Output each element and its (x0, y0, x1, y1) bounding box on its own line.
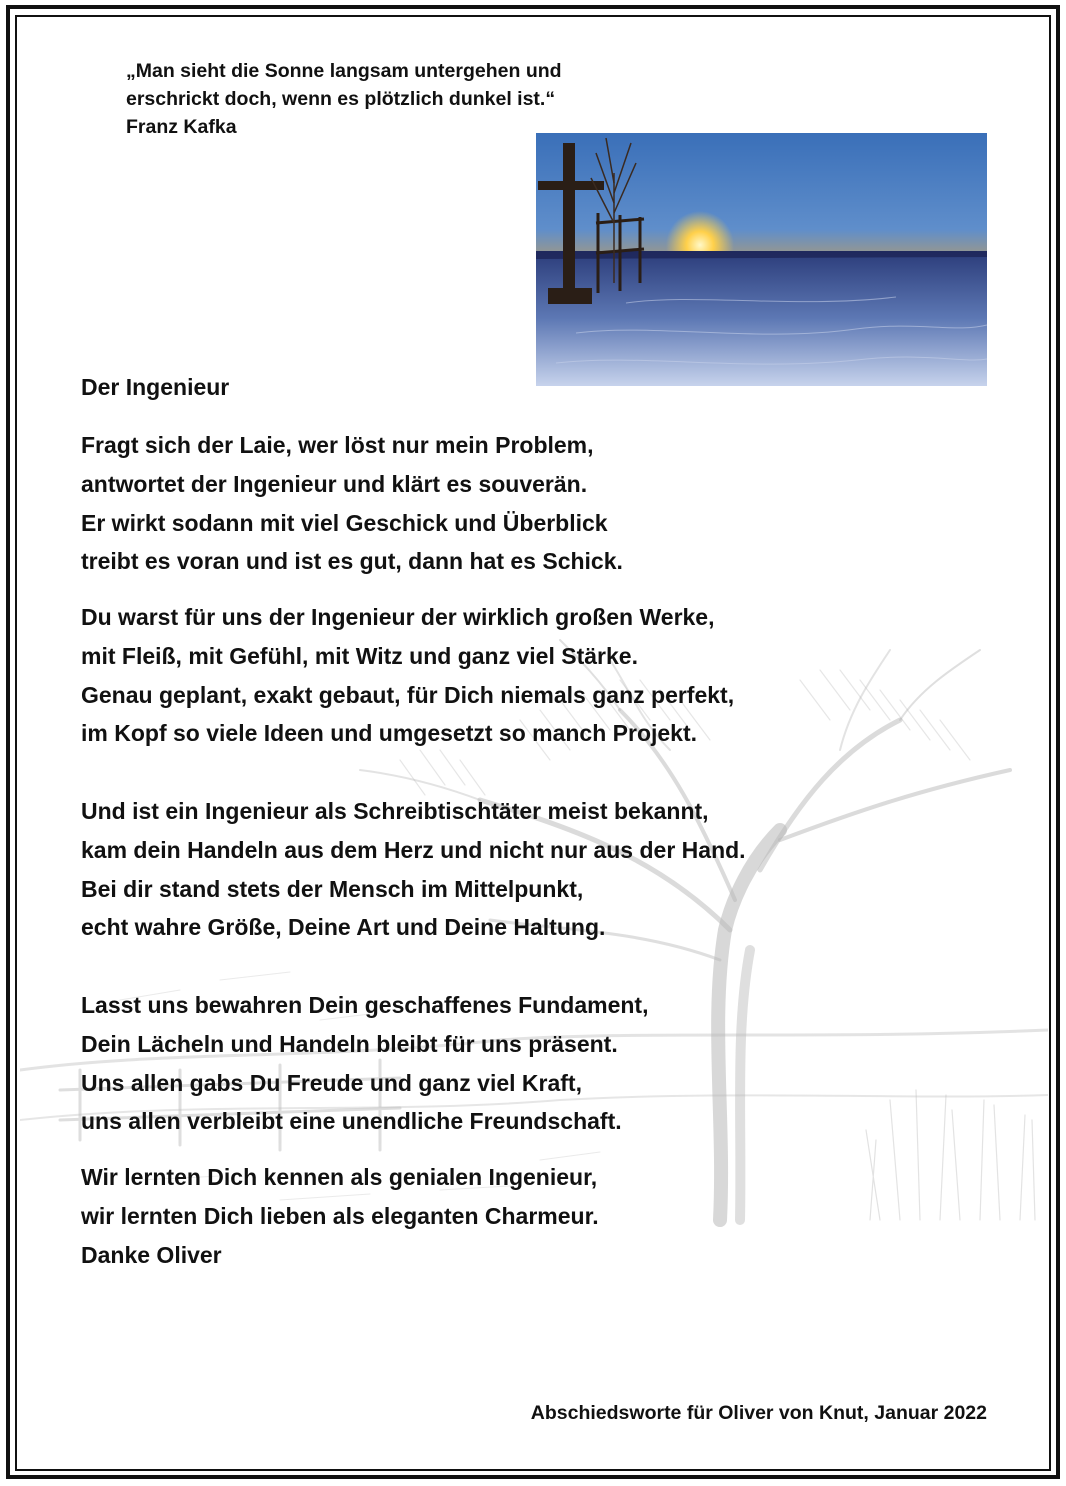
poem-line: Wir lernten Dich kennen als genialen Ingenieur, (81, 1164, 598, 1190)
poem-line: Und ist ein Ingenieur als Schreibtischtäter meist bekannt, (81, 798, 709, 824)
poem-line: kam dein Handeln aus dem Herz und nicht nur aus der Hand. (81, 836, 746, 863)
quote-line: „Man sieht die Sonne langsam untergehen und (126, 60, 562, 82)
stanza-4 (81, 986, 648, 1141)
poem-line: antwortet der Ingenieur und klärt es souverän. (81, 470, 588, 497)
poem-line: Dein Lächeln und Handeln bleibt für uns präsent. (81, 1030, 618, 1057)
poem-line: echt wahre Größe, Deine Art und Deine Haltung. (81, 914, 606, 941)
kafka-quote (126, 57, 562, 141)
poem-line: mit Fleiß, mit Gefühl, mit Witz und ganz viel Stärke. (81, 642, 638, 669)
poem-line: Fragt sich der Laie, wer löst nur mein Problem, (81, 432, 594, 458)
quote-line: erschrickt doch, wenn es plötzlich dunkel ist.“ (126, 88, 556, 110)
poem-line: Er wirkt sodann mit viel Geschick und Überblick (81, 509, 608, 536)
stanza-5 (81, 1158, 599, 1274)
poem-line: uns allen verbleibt eine unendliche Freundschaft. (81, 1108, 622, 1135)
stanza-3 (81, 792, 746, 947)
poem-line: im Kopf so viele Ideen und umgesetzt so manch Projekt. (81, 720, 698, 747)
poem-line: wir lernten Dich lieben als eleganten Charmeur. (81, 1202, 599, 1229)
poem-line: Du warst für uns der Ingenieur der wirklich großen Werke, (81, 604, 715, 630)
quote-author: Franz Kafka (126, 116, 237, 138)
poem-line: Genau geplant, exakt gebaut, für Dich niemals ganz perfekt, (81, 681, 735, 708)
poem-line: treibt es voran und ist es gut, dann hat es Schick. (81, 548, 623, 575)
poem-line: Uns allen gabs Du Freude und ganz viel Kraft, (81, 1069, 582, 1096)
footer-attribution: Abschiedsworte für Oliver von Knut, Januar 2022 (530, 1402, 987, 1424)
poem-signoff: Danke Oliver (81, 1241, 222, 1268)
stanza-2 (81, 598, 734, 753)
sunset-cross-photo (536, 133, 987, 386)
stanza-1 (81, 426, 623, 581)
poem-line: Lasst uns bewahren Dein geschaffenes Fundament, (81, 992, 649, 1018)
poem-title: Der Ingenieur (81, 374, 230, 400)
poem-line: Bei dir stand stets der Mensch im Mittelpunkt, (81, 875, 584, 902)
